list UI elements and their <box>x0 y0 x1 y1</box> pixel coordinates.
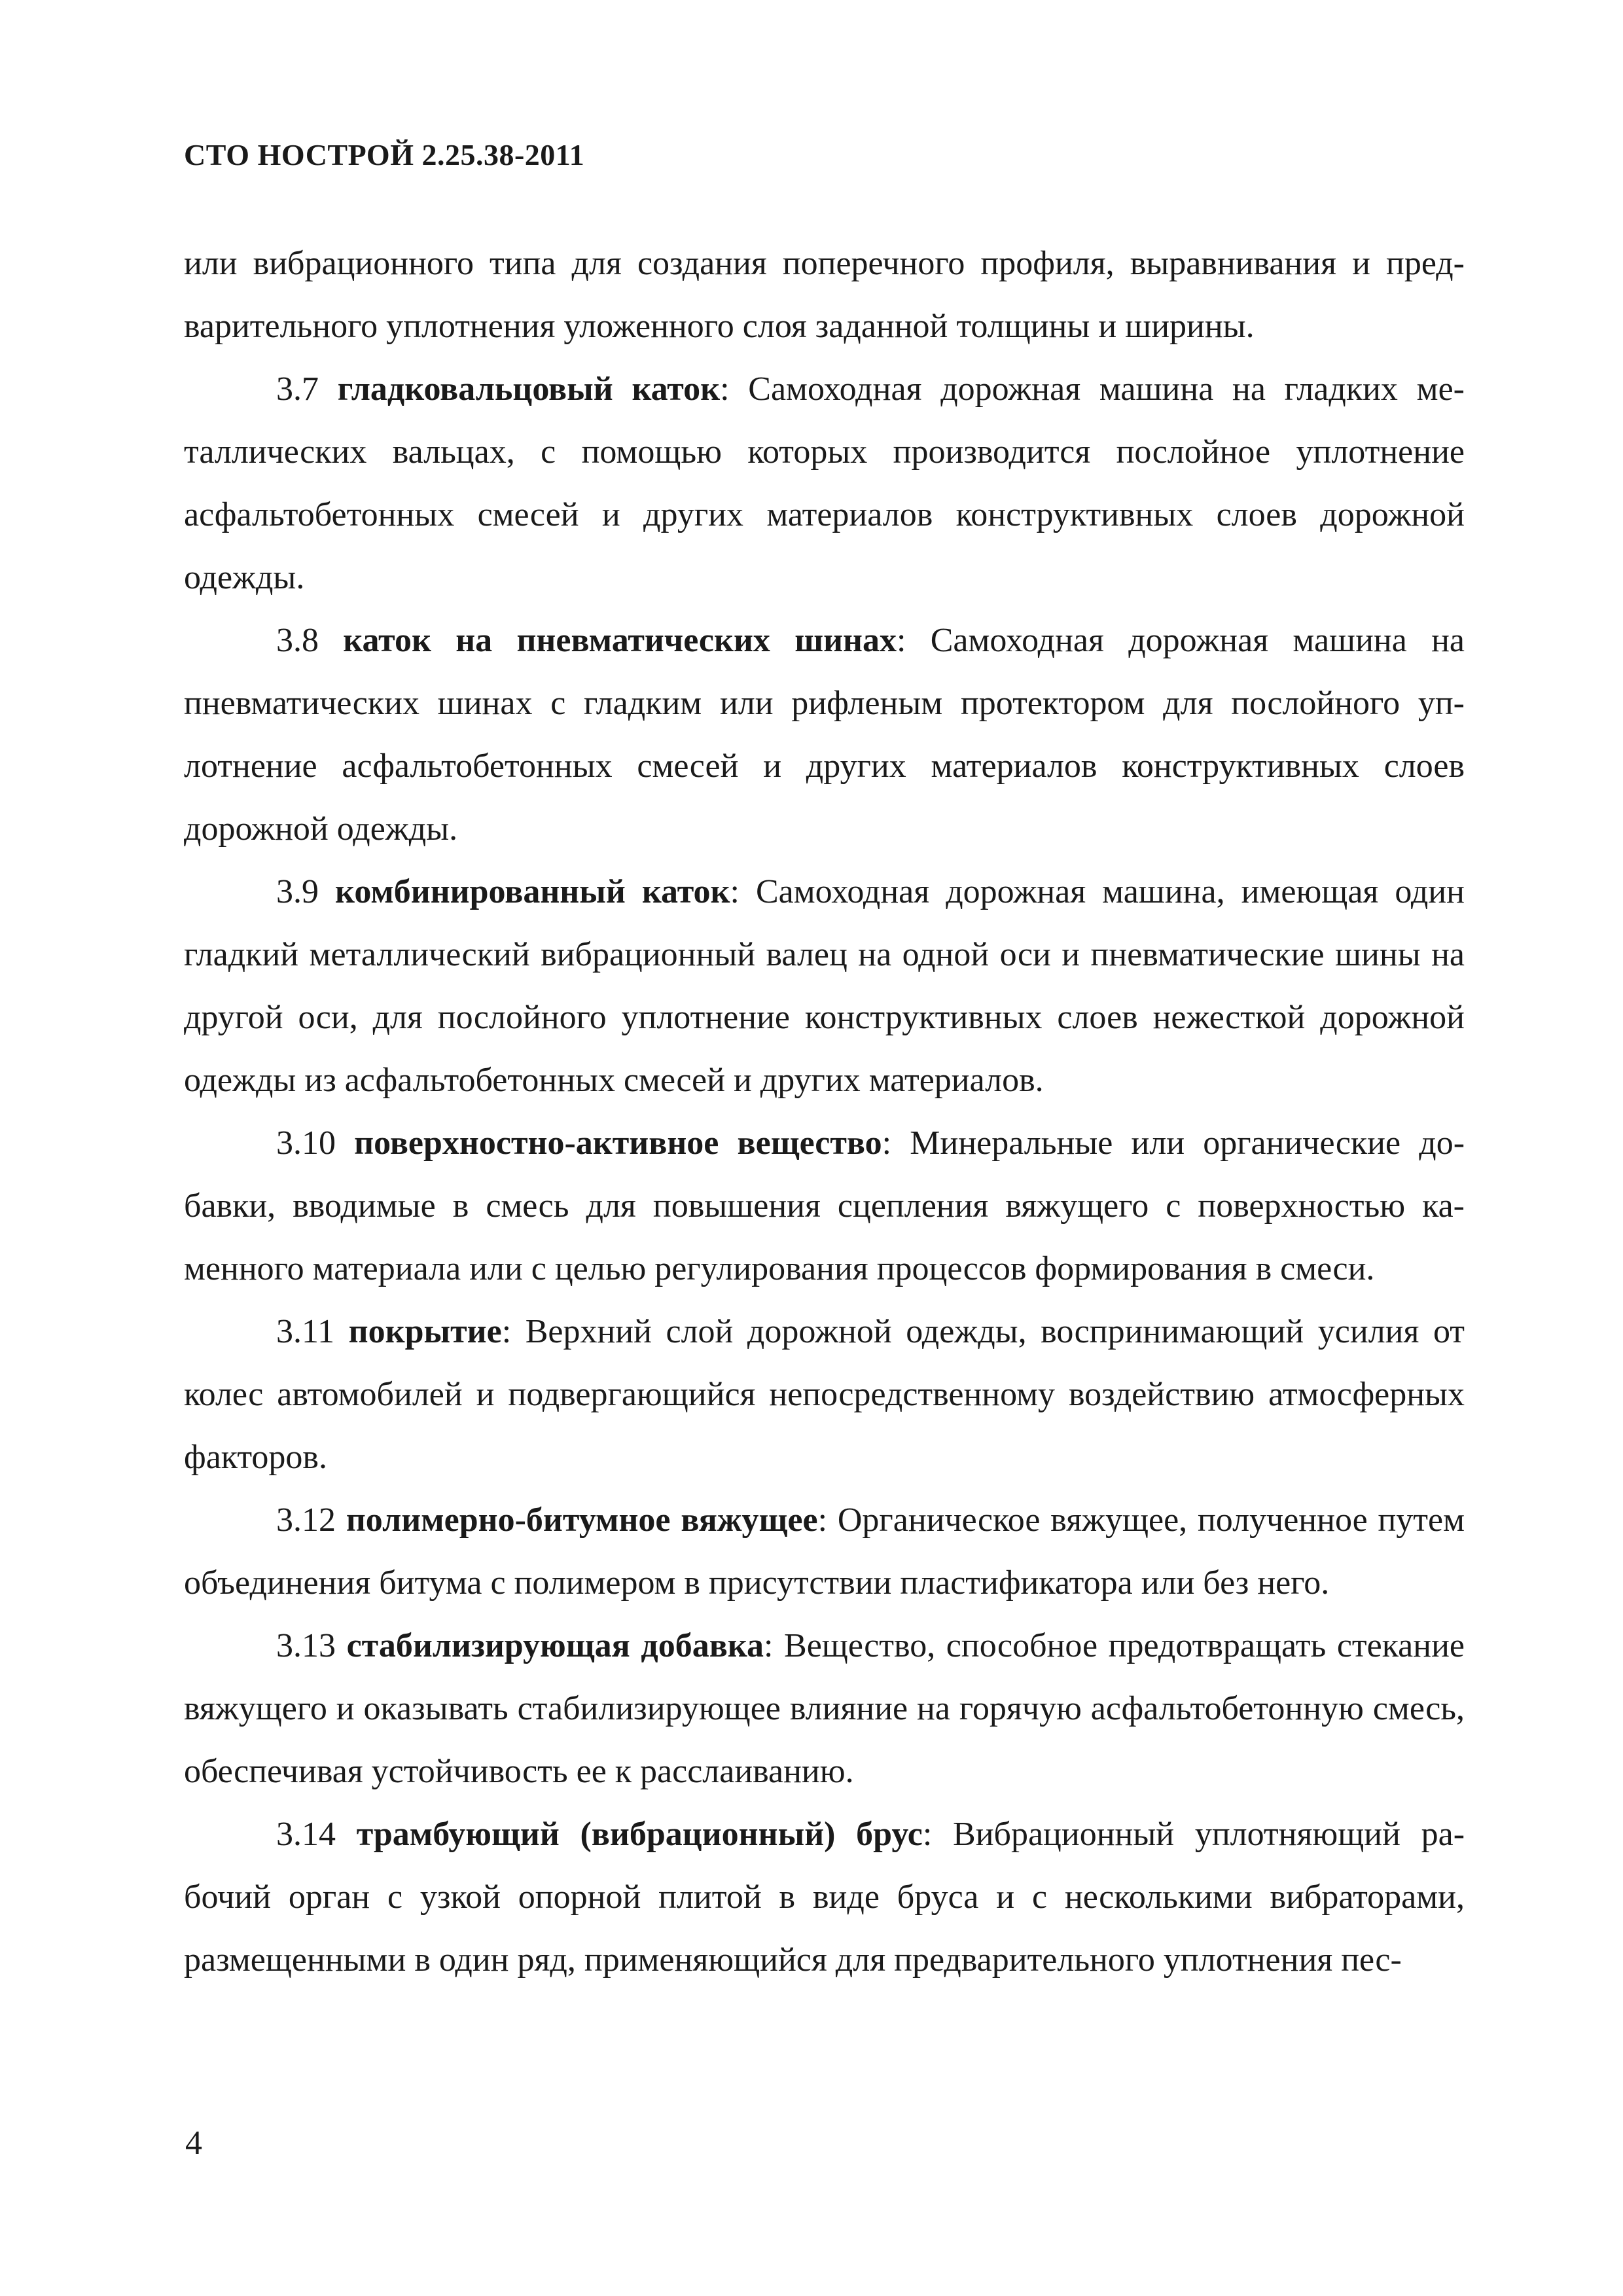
definition-text: : Самоходная дорожная машина, имеющая один гладкий металлический вибрационный валец на одной оси и пневматические шины на другой оси, для послойного уплотнение конструктивных слоев нежесткой дорожной одежды из асфальтобетонных смесей и других материалов. <box>184 873 1465 1099</box>
definition-text: : Самоходная дорожная машина на гладких металлических вальцах, с помощью которых производится послойное уплотнение асфальтобетонных смесей и других материалов конструктивных слоев дорожной одежды. <box>184 370 1465 596</box>
definition-term: комбинированный каток <box>335 873 730 910</box>
definition-term: стабилизирующая добавка <box>346 1627 764 1664</box>
definition-text: : Верхний слой дорожной одежды, воспринимающий усилия от колес автомобилей и подвергающийся непосредственному воздействию атмосферных факторов. <box>184 1313 1465 1476</box>
definition-text: : Вещество, способное предотвращать стекание вяжущего и оказывать стабилизирующее влияние на горячую асфальтобетонную смесь, обеспечивая устойчивость ее к расслаиванию. <box>184 1627 1465 1790</box>
definition-number: 3.8 <box>276 622 319 659</box>
definition-term: полимерно-битумное вяжущее <box>346 1501 818 1539</box>
definition-term: каток на пневматических шинах <box>343 622 897 659</box>
definition-number: 3.9 <box>276 873 319 910</box>
definition-text: : Органическое вяжущее, полученное путем объединения битума с полимером в присутствии пластификатора или без него. <box>184 1501 1465 1602</box>
page-number: 4 <box>185 2125 202 2162</box>
definition-text: : Вибрационный уплотняющий рабочий орган с узкой опорной плитой в виде бруса и с несколькими вибраторами, размещенными в один ряд, применяющийся для предварительного уплотнения пес- <box>184 1816 1465 1979</box>
definition-term: поверхностно-активное вещество <box>354 1124 882 1162</box>
continuation-paragraph: или вибрационного типа для создания поперечного профиля, выравнивания и предварительного уплотнения уложенного слоя заданной толщины и ширины. <box>184 245 1465 345</box>
definition-number: 3.7 <box>276 370 319 408</box>
definition-number: 3.13 <box>276 1627 336 1664</box>
definition-3-8 <box>184 609 1465 861</box>
document-header: СТО НОСТРОЙ 2.25.38-2011 <box>184 138 585 171</box>
definition-number: 3.10 <box>276 1124 336 1162</box>
definition-3-10 <box>184 1112 1465 1300</box>
definition-term: гладковальцовый каток <box>337 370 721 408</box>
definition-3-13 <box>184 1615 1465 1803</box>
document-body <box>184 232 1465 1992</box>
definition-number: 3.12 <box>276 1501 336 1539</box>
definition-3-7 <box>184 358 1465 609</box>
definition-number: 3.11 <box>276 1313 335 1350</box>
definition-term: покрытие <box>348 1313 502 1350</box>
definition-text: : Самоходная дорожная машина на пневматических шинах с гладким или рифленым протектором для послойного уплотнение асфальтобетонных смесей и других материалов конструктивных слоев дорожной одежды. <box>184 622 1465 848</box>
definition-3-11 <box>184 1300 1465 1489</box>
definition-term: трамбующий (вибрационный) брус <box>356 1816 923 1853</box>
definition-3-12 <box>184 1489 1465 1615</box>
definition-3-9 <box>184 861 1465 1112</box>
definition-3-14 <box>184 1803 1465 1992</box>
definition-text: : Минеральные или органические добавки, вводимые в смесь для повышения сцепления вяжущего с поверхностью каменного материала или с целью регулирования процессов формирования в смеси. <box>184 1124 1465 1287</box>
definition-number: 3.14 <box>276 1816 336 1853</box>
